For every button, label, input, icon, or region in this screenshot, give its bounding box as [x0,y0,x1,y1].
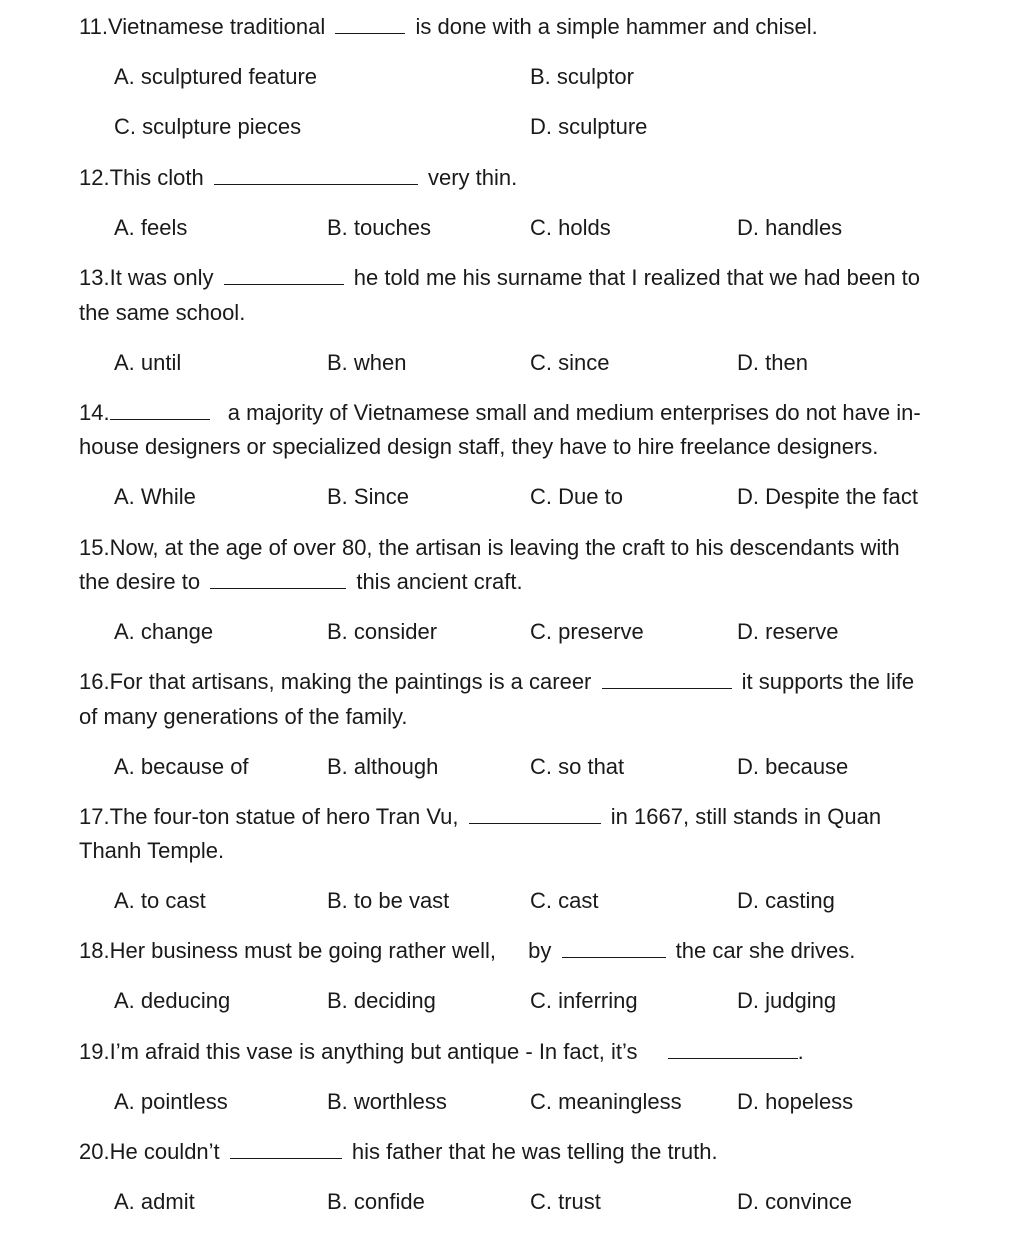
option-a[interactable]: A. change [114,619,214,644]
option-a[interactable]: A. admit [114,1189,195,1214]
question-number: 18. [79,938,110,963]
question-text: a majority of Vietnamese small and medium enterprises do not have in- [227,400,921,425]
answer-blank[interactable] [335,15,405,34]
question-number: 15. [79,535,110,560]
option-c[interactable]: C. cast [530,888,599,913]
question-text: very thin. [428,165,518,190]
question-number: 14. [79,400,110,425]
question-19-stem [79,1039,804,1065]
question-text: The four-ton statue of hero Tran Vu, [109,804,459,829]
question-text: he told me his surname that I realized that we had been to [353,265,921,290]
option-c[interactable]: C. holds [530,215,611,240]
question-13-continuation: the same school. [79,300,246,325]
option-c[interactable]: C. sculpture pieces [114,114,302,139]
question-17-continuation: Thanh Temple. [79,838,225,863]
option-d[interactable]: D. casting [737,888,835,913]
answer-blank[interactable] [110,401,210,420]
option-c[interactable]: C. inferring [530,988,638,1013]
option-a[interactable]: A. pointless [114,1089,228,1114]
question-text: . [797,1039,804,1064]
option-d[interactable]: D. then [737,350,808,375]
question-number: 13. [79,265,110,290]
question-number: 19. [79,1039,110,1064]
option-b[interactable]: B. consider [327,619,438,644]
question-text: It was only [109,265,214,290]
option-a[interactable]: A. sculptured feature [114,64,318,89]
question-15-stem [79,535,900,561]
option-c[interactable]: C. so that [530,754,625,779]
question-16-continuation: of many generations of the family. [79,704,408,729]
answer-blank[interactable] [230,1140,342,1159]
option-a[interactable]: A. deducing [114,988,231,1013]
question-20-stem [79,1139,718,1165]
question-text: He couldn’t [109,1139,220,1164]
answer-blank[interactable] [469,805,601,824]
question-number: 11. [79,14,108,39]
option-d[interactable]: D. judging [737,988,837,1013]
option-b[interactable]: B. to be vast [327,888,450,913]
question-text: in 1667, still stands in Quan [610,804,882,829]
option-a[interactable]: A. until [114,350,182,375]
option-d[interactable]: D. handles [737,215,843,240]
question-text: by [528,938,552,963]
answer-blank[interactable] [214,166,418,185]
question-text: Now, at the age of over 80, the artisan is leaving the craft to his descendants with [109,535,900,560]
answer-blank[interactable] [224,266,344,285]
option-d[interactable]: D. sculpture [530,114,648,139]
question-14-continuation: house designers or specialized design staff, they have to hire freelance designers. [79,434,879,459]
question-16-stem [79,669,914,695]
option-b[interactable]: B. sculptor [530,64,634,89]
option-a[interactable]: A. to cast [114,888,206,913]
question-text: I’m afraid this vase is anything but antique - In fact, it’s [109,1039,638,1064]
option-d[interactable]: D. reserve [737,619,839,644]
option-d[interactable]: D. because [737,754,849,779]
option-b[interactable]: B. touches [327,215,431,240]
option-a[interactable]: A. because of [114,754,249,779]
option-c[interactable]: C. since [530,350,610,375]
option-b[interactable]: B. confide [327,1189,425,1214]
question-12-stem [79,165,517,191]
option-c[interactable]: C. Due to [530,484,623,509]
question-text: This cloth [109,165,204,190]
question-text: it supports the life [741,669,915,694]
option-d[interactable]: D. Despite the fact [737,484,918,509]
option-c[interactable]: C. trust [530,1189,601,1214]
option-d[interactable]: D. hopeless [737,1089,854,1114]
question-text: is done with a simple hammer and chisel. [415,14,818,39]
option-c[interactable]: C. preserve [530,619,644,644]
question-number: 17. [79,804,110,829]
question-text: Vietnamese traditional [107,14,326,39]
question-number: 20. [79,1139,110,1164]
option-b[interactable]: B. although [327,754,439,779]
question-text: For that artisans, making the paintings is a career [109,669,592,694]
question-text: the car she drives. [675,938,856,963]
answer-blank[interactable] [668,1040,798,1059]
option-b[interactable]: B. Since [327,484,409,509]
answer-blank[interactable] [210,570,346,589]
question-15-continuation [79,569,523,595]
option-c[interactable]: C. meaningless [530,1089,682,1114]
answer-blank[interactable] [562,939,666,958]
question-11-stem [79,14,818,40]
question-17-stem [79,804,881,830]
question-number: 12. [79,165,110,190]
option-b[interactable]: B. when [327,350,407,375]
question-text: the desire to [79,569,201,594]
question-14-stem [79,400,921,426]
question-18-stem [79,938,855,964]
option-d[interactable]: D. convince [737,1189,852,1214]
question-text: this ancient craft. [356,569,523,594]
question-text: Her business must be going rather well, [109,938,497,963]
option-a[interactable]: A. feels [114,215,188,240]
question-13-stem [79,265,920,291]
option-a[interactable]: A. While [114,484,196,509]
question-number: 16. [79,669,110,694]
option-b[interactable]: B. worthless [327,1089,447,1114]
answer-blank[interactable] [602,670,732,689]
option-b[interactable]: B. deciding [327,988,436,1013]
question-text: his father that he was telling the truth. [351,1139,718,1164]
